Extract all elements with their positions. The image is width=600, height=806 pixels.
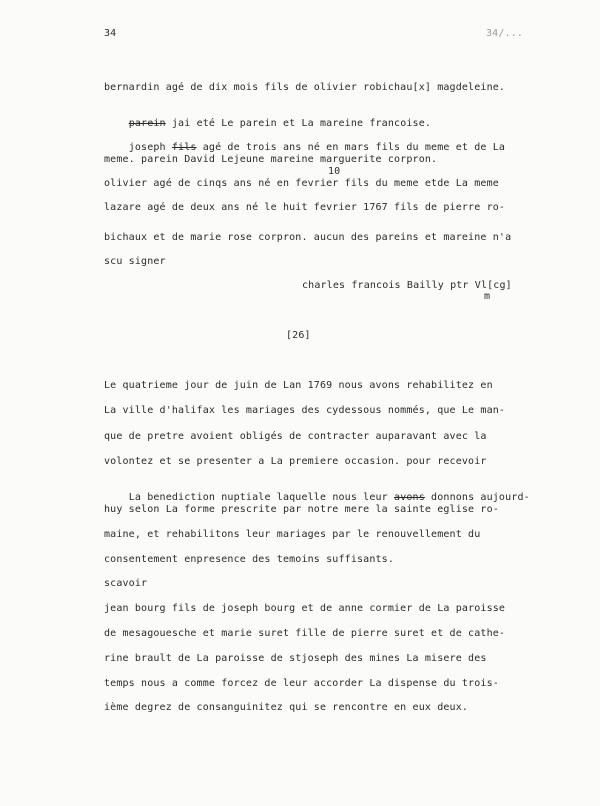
struck-word: fils <box>171 142 197 153</box>
page-number: 34 <box>104 28 117 39</box>
body-line: volontez et se presenter a La premiere occasion. pour recevoir <box>104 456 487 467</box>
entry-line: meme. parein David Lejeune mareine marguerite corpron. <box>104 154 438 165</box>
marriage-line: jean bourg fils de joseph bourg et de anne cormier de La paroisse <box>104 603 506 614</box>
struck-word: avons <box>394 492 425 503</box>
page-reference: 34/... <box>486 28 524 39</box>
body-line: maine, et rehabilitons leur mariages par le renouvellement du <box>104 529 481 540</box>
body-line: huy selon La forme prescrite par notre mere la sainte eglise ro- <box>104 504 499 515</box>
marriage-line: rine brault de La paroisse de stjoseph des mines La misere des <box>104 653 487 664</box>
superscript-number: 10 <box>328 166 341 177</box>
body-line: Le quatrieme jour de juin de Lan 1769 nous avons rehabilitez en <box>104 380 493 391</box>
entry-line: lazare agé de deux ans né le huit fevrier 1767 fils de pierre ro- <box>104 202 506 213</box>
entry-line: bernardin agé de dix mois fils de olivier robichau[x] magdeleine. <box>104 82 506 93</box>
entry-line: scu signer <box>104 256 166 267</box>
signature-subscript: m <box>484 291 491 302</box>
signature: charles francois Bailly ptr Vl[cg] <box>302 280 512 291</box>
body-line: que de pretre avoient obligés de contracter auparavant avec la <box>104 431 487 442</box>
body-text: La benediction nuptiale laquelle nous leur <box>128 492 395 503</box>
body-text: donnons aujourd- <box>424 492 530 503</box>
section-number: [26] <box>286 330 311 341</box>
entry-text: agé de trois ans né en mars fils du meme et de La <box>196 142 506 153</box>
entry-line: olivier agé de cinqs ans né en fevrier fils du meme etde La meme <box>104 178 499 189</box>
scavoir-heading: scavoir <box>104 578 148 589</box>
entry-text: jai eté Le parein et La mareine francoise. <box>165 118 432 129</box>
marriage-line: de mesagouesche et marie suret fille de pierre suret et de cathe- <box>104 628 506 639</box>
struck-word: parein <box>128 118 166 129</box>
marriage-line: ième degrez de consanguinitez qui se rencontre en eux deux. <box>104 702 469 713</box>
marriage-line: temps nous a comme forcez de leur accorder La dispense du trois- <box>104 678 499 689</box>
body-line: consentement enpresence des temoins suffisants. <box>104 554 395 565</box>
entry-line: bichaux et de marie rose corpron. aucun des pareins et mareine n'a <box>104 232 512 243</box>
body-line: La ville d'halifax les mariages des cydessous nommés, que Le man- <box>104 405 506 416</box>
entry-text: joseph <box>128 142 172 153</box>
